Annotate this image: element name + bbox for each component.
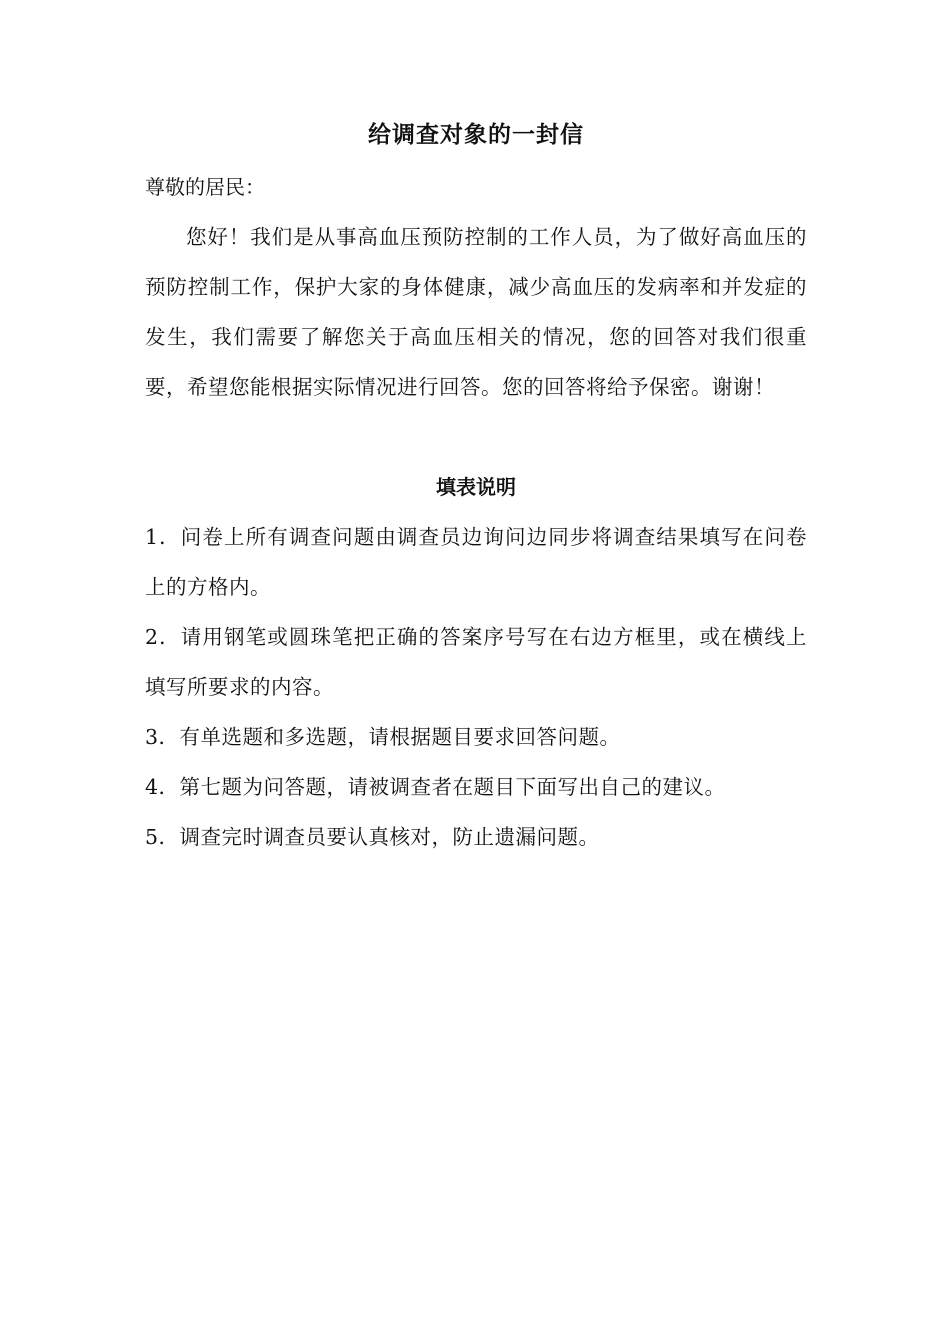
instruction-item-3 xyxy=(145,712,807,762)
document-content xyxy=(145,112,807,862)
instruction-text: 问卷上所有调查问题由调查员边询问边同步将调查结果填写在问卷上的方格内。 xyxy=(145,525,808,599)
instruction-item-2 xyxy=(145,612,807,712)
instruction-text: 调查完时调查员要认真核对，防止遗漏问题。 xyxy=(179,825,600,849)
instruction-item-5 xyxy=(145,812,807,862)
letter-title: 给调查对象的一封信 xyxy=(368,121,584,148)
instruction-item-4 xyxy=(145,762,807,812)
letter-body: 您好！我们是从事高血压预防控制的工作人员，为了做好高血压的预防控制工作，保护大家的身体健康，减少高血压的发病率和并发症的发生，我们需要了解您关于高血压相关的情况，您的回答对我们很重要，希望您能根据实际情况进行回答。您的回答将给予保密。谢谢！ xyxy=(145,225,807,399)
instruction-number: 1． xyxy=(145,525,181,549)
instructions-title: 填表说明 xyxy=(436,475,516,499)
instruction-number: 3． xyxy=(145,725,180,749)
instruction-item-1 xyxy=(145,512,807,612)
instruction-text: 第七题为问答题，请被调查者在题目下面写出自己的建议。 xyxy=(179,775,726,799)
instruction-number: 5． xyxy=(145,825,180,849)
instruction-text: 有单选题和多选题，请根据题目要求回答问题。 xyxy=(179,725,621,749)
instruction-text: 请用钢笔或圆珠笔把正确的答案序号写在右边方框里，或在横线上填写所要求的内容。 xyxy=(145,625,808,699)
letter-salutation: 尊敬的居民： xyxy=(145,175,265,199)
instruction-number: 4． xyxy=(145,775,180,799)
instructions-list xyxy=(145,512,807,862)
instruction-number: 2． xyxy=(145,625,181,649)
